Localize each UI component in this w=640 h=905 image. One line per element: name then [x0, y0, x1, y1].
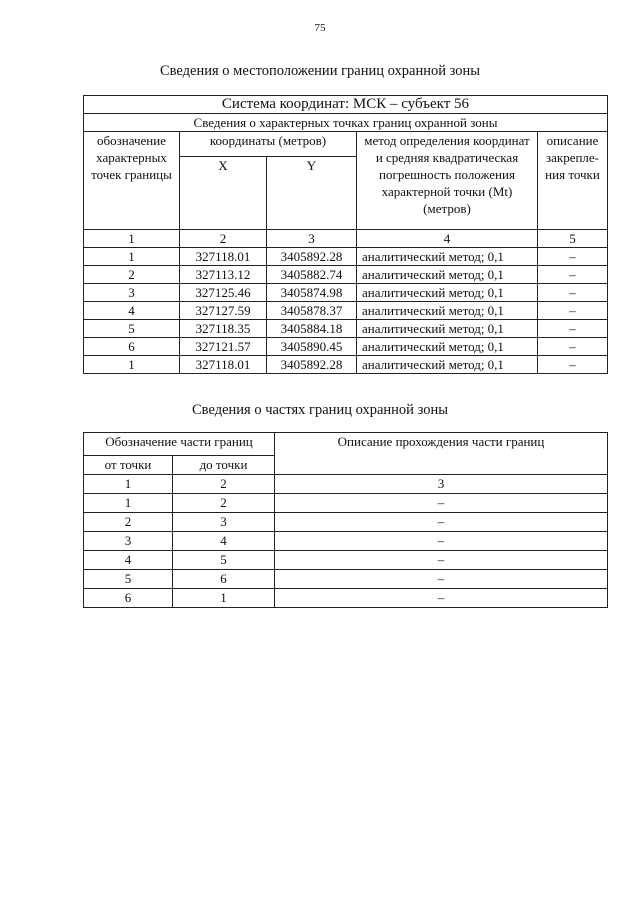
description-cell: –: [538, 248, 608, 266]
column-header-to: до точки: [173, 456, 275, 475]
coordinate-y: 3405878.37: [267, 302, 357, 320]
coordinate-x: 327118.01: [180, 248, 267, 266]
method-cell: аналитический метод; 0,1: [357, 284, 538, 302]
column-number: 2: [180, 230, 267, 248]
method-cell: аналитический метод; 0,1: [357, 320, 538, 338]
to-point: 4: [173, 532, 275, 551]
section-title-boundaries: Сведения о местоположении границ охранной зоны: [159, 63, 480, 79]
point-number: 1: [84, 248, 180, 266]
method-cell: аналитический метод; 0,1: [357, 266, 538, 284]
description-cell: –: [538, 284, 608, 302]
page-number: 75: [314, 22, 326, 34]
point-number: 4: [84, 302, 180, 320]
coordinate-x: 327125.46: [180, 284, 267, 302]
description-cell: –: [538, 356, 608, 374]
method-cell: аналитический метод; 0,1: [357, 302, 538, 320]
from-point: 3: [84, 532, 173, 551]
coordinate-y: 3405892.28: [267, 356, 357, 374]
coordinate-y: 3405874.98: [267, 284, 357, 302]
table-row: [84, 320, 608, 338]
column-number-row: [84, 475, 608, 494]
point-number: 6: [84, 338, 180, 356]
to-point: 6: [173, 570, 275, 589]
coordinate-y: 3405890.45: [267, 338, 357, 356]
column-number-row: [84, 230, 608, 248]
description-cell: –: [538, 302, 608, 320]
from-point: 2: [84, 513, 173, 532]
points-header: Сведения о характерных точках границ охранной зоны: [84, 114, 608, 132]
description-cell: –: [275, 589, 608, 608]
table-row: [84, 570, 608, 589]
point-number: 2: [84, 266, 180, 284]
column-number: 1: [84, 475, 173, 494]
table-row: [84, 266, 608, 284]
to-point: 3: [173, 513, 275, 532]
table-row: [84, 494, 608, 513]
column-number: 3: [275, 475, 608, 494]
coordinate-x: 327121.57: [180, 338, 267, 356]
column-header-designation: обозначение характерных точек границы: [84, 132, 180, 230]
to-point: 1: [173, 589, 275, 608]
coordinate-y: 3405884.18: [267, 320, 357, 338]
description-cell: –: [275, 551, 608, 570]
column-header-description: Описание прохождения части границ: [275, 433, 608, 475]
table-row: [84, 513, 608, 532]
column-number: 4: [357, 230, 538, 248]
column-header-from: от точки: [84, 456, 173, 475]
from-point: 4: [84, 551, 173, 570]
table-row: [84, 589, 608, 608]
coordinate-y: 3405882.74: [267, 266, 357, 284]
coordinate-x: 327118.01: [180, 356, 267, 374]
table-row: [84, 532, 608, 551]
column-header-description: описание закрепле-ния точки: [538, 132, 608, 230]
column-number: 5: [538, 230, 608, 248]
column-number: 1: [84, 230, 180, 248]
description-cell: –: [538, 266, 608, 284]
from-point: 5: [84, 570, 173, 589]
description-cell: –: [275, 532, 608, 551]
from-point: 1: [84, 494, 173, 513]
column-number: 3: [267, 230, 357, 248]
method-cell: аналитический метод; 0,1: [357, 356, 538, 374]
point-number: 3: [84, 284, 180, 302]
table-row: [84, 551, 608, 570]
point-number: 5: [84, 320, 180, 338]
method-cell: аналитический метод; 0,1: [357, 248, 538, 266]
column-header-coordinates: координаты (метров): [180, 132, 357, 157]
column-header-part: Обозначение части границ: [84, 433, 275, 456]
column-header-x: X: [180, 157, 267, 230]
table-row: [84, 338, 608, 356]
boundary-parts-table: [83, 432, 608, 608]
table-row: [84, 302, 608, 320]
coordinate-y: 3405892.28: [267, 248, 357, 266]
coordinate-x: 327118.35: [180, 320, 267, 338]
description-cell: –: [538, 320, 608, 338]
table-row: [84, 356, 608, 374]
coordinate-x: 327113.12: [180, 266, 267, 284]
coordinate-system-header: Система координат: МСК – субъект 56: [84, 96, 608, 114]
column-header-y: Y: [267, 157, 357, 230]
to-point: 5: [173, 551, 275, 570]
column-header-method: метод определения координат и средняя квадратическая погрешность положения характерной точки (Mt) (метров): [357, 132, 538, 230]
section-title-parts: Сведения о частях границ охранной зоны: [192, 402, 448, 418]
description-cell: –: [275, 513, 608, 532]
table-row: [84, 248, 608, 266]
coordinate-x: 327127.59: [180, 302, 267, 320]
column-number: 2: [173, 475, 275, 494]
to-point: 2: [173, 494, 275, 513]
method-cell: аналитический метод; 0,1: [357, 338, 538, 356]
description-cell: –: [538, 338, 608, 356]
boundary-points-table: [83, 95, 608, 374]
point-number: 1: [84, 356, 180, 374]
table-row: [84, 284, 608, 302]
description-cell: –: [275, 494, 608, 513]
description-cell: –: [275, 570, 608, 589]
from-point: 6: [84, 589, 173, 608]
